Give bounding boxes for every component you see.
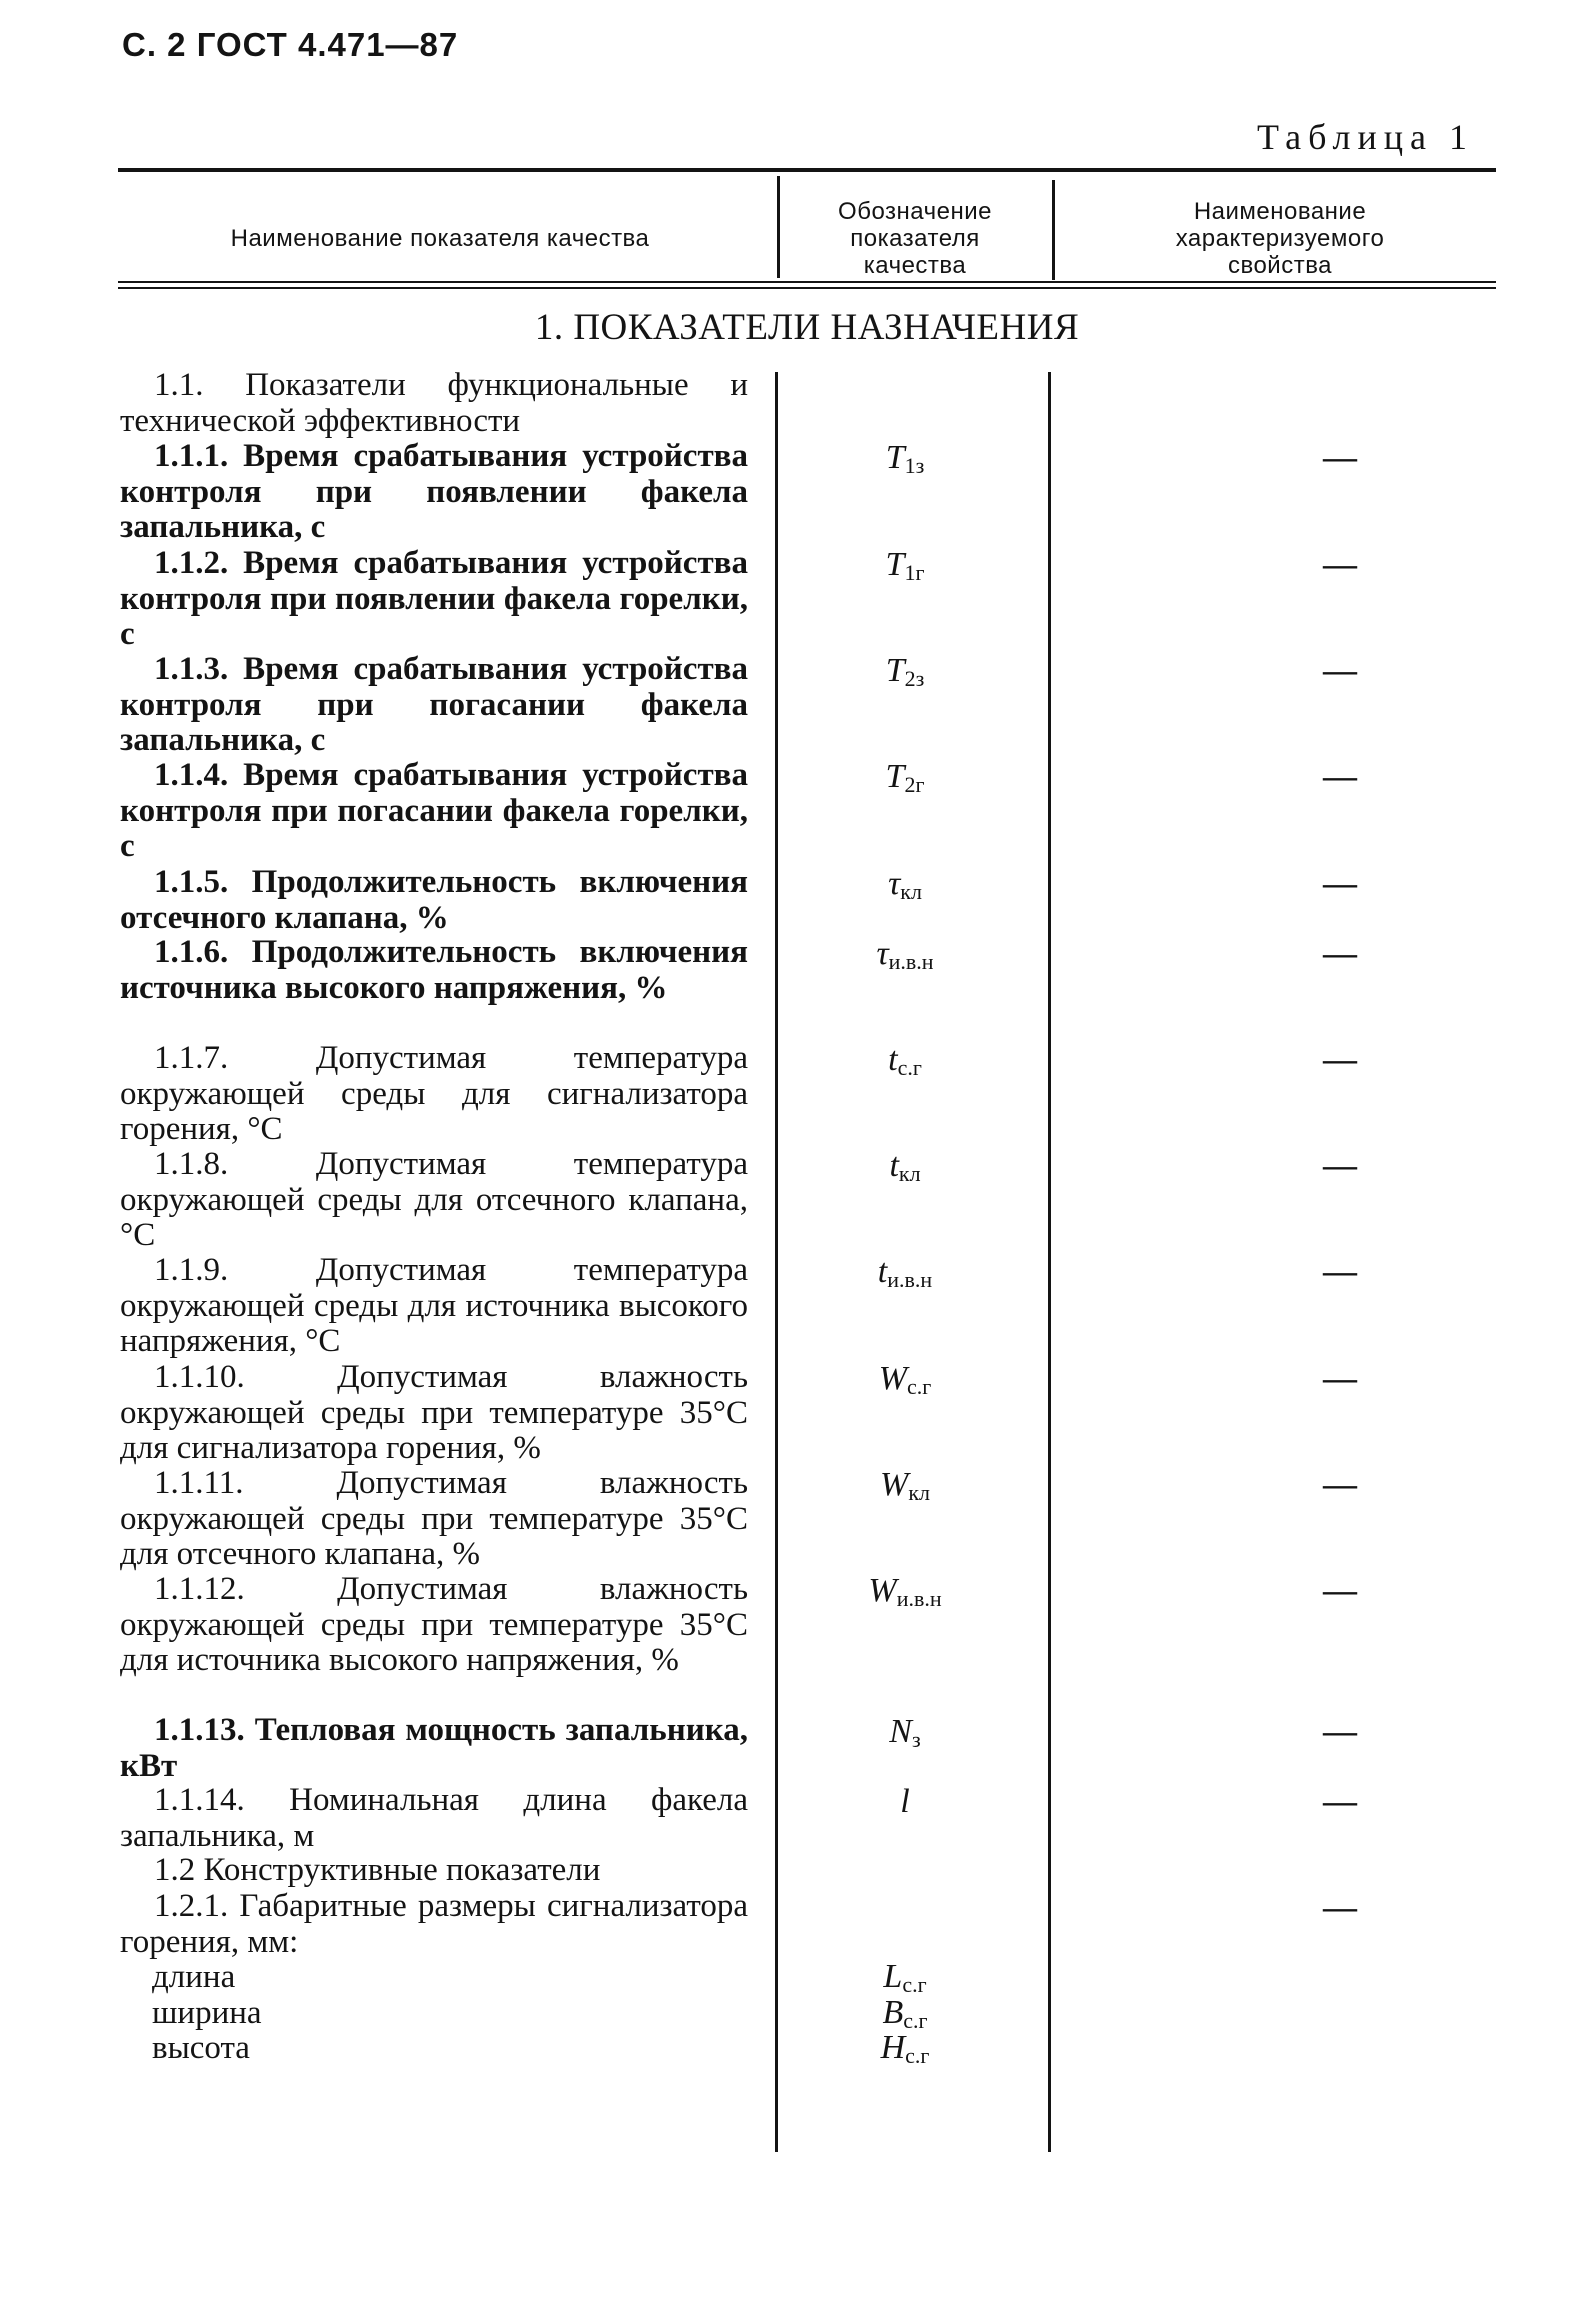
row-symbol: $W_{с.г}$ [878, 1360, 932, 1399]
row-name: 1.1.13. Тепловая мощность запальника, кВт [120, 1712, 748, 1784]
row-symbol: $T_{2г}$ [885, 758, 925, 797]
row-property: — [1323, 546, 1357, 583]
table-caption: Таблица 1 [1257, 117, 1474, 157]
row-property: — [1323, 1889, 1357, 1926]
dimension-label: высота [152, 2030, 250, 2066]
row-name: 1.2 Конструктивные показатели [154, 1852, 601, 1888]
row-name: 1.1.5. Продолжительность включения отсечного клапана, % [120, 864, 748, 936]
body-divider-2 [1048, 372, 1051, 2152]
table-top-rule [118, 168, 1496, 172]
row-symbol: $t_{и.в.н}$ [877, 1253, 933, 1292]
row-property: — [1323, 652, 1357, 689]
row-name: 1.1.10. Допустимая влажность окружающей среды при температуре 35°С для сигнализатора горения, % [120, 1359, 748, 1466]
row-name: 1.1.11. Допустимая влажность окружающей среды при температуре 35°С для отсечного клапана, % [120, 1465, 748, 1572]
row-symbol: $\tau_{кл}$ [888, 865, 922, 904]
row-name: 1.1.1. Время срабатывания устройства контроля при появлении факела запальника, с [120, 438, 748, 545]
row-name: 1.1.2. Время срабатывания устройства контроля при появлении факела горелки, с [120, 545, 748, 652]
row-name: 1.1. Показатели функциональные и технической эффективности [120, 367, 748, 439]
dimension-label: ширина [152, 1995, 262, 2031]
row-symbol: $T_{2з}$ [885, 652, 925, 691]
row-symbol: $T_{1з}$ [885, 439, 925, 478]
row-property: — [1323, 1147, 1357, 1184]
row-property: — [1323, 1253, 1357, 1290]
row-symbol: $\tau_{и.в.н}$ [876, 935, 934, 974]
dimension-label: длина [152, 1959, 236, 1995]
dimension-symbol: $H_{с.г}$ [880, 2029, 930, 2068]
row-symbol: $t_{кл}$ [889, 1147, 921, 1186]
row-property: — [1323, 1041, 1357, 1078]
header-bottom-rule-2 [118, 287, 1496, 289]
row-name: 1.1.9. Допустимая температура окружающей среды для источника высокого напряжения, °С [120, 1252, 748, 1359]
row-name: 1.1.3. Время срабатывания устройства контроля при погасании факела запальника, с [120, 651, 748, 758]
row-name: 1.1.7. Допустимая температура окружающей среды для сигнализатора горения, °С [120, 1040, 748, 1147]
column-header-name: Наименование показателя качества [230, 224, 650, 252]
row-name: 1.1.8. Допустимая температура окружающей среды для отсечного клапана, °С [120, 1146, 748, 1253]
row-symbol: $N_з$ [889, 1713, 921, 1752]
row-property: — [1323, 865, 1357, 902]
row-name: 1.2.1. Габаритные размеры сигнализатора горения, мм: [120, 1888, 748, 1960]
row-symbol: $W_{кл}$ [880, 1466, 930, 1505]
body-divider-1 [775, 372, 778, 2152]
row-name: 1.1.6. Продолжительность включения источника высокого напряжения, % [120, 934, 748, 1006]
row-property: — [1323, 758, 1357, 795]
column-header-designation: Обозначение показателя качества [838, 197, 992, 279]
header-divider-1 [777, 176, 780, 278]
row-property: — [1323, 1360, 1357, 1397]
row-property: — [1323, 1466, 1357, 1503]
row-property: — [1323, 1572, 1357, 1609]
column-header-property: Наименование характеризуемого свойства [1175, 197, 1385, 279]
row-property: — [1323, 439, 1357, 476]
row-name: 1.1.14. Номинальная длина факела запальника, м [120, 1782, 748, 1854]
row-property: — [1323, 935, 1357, 972]
row-symbol: $T_{1г}$ [885, 546, 925, 585]
dimension-symbol: $L_{с.г}$ [883, 1958, 927, 1997]
row-symbol: $t_{с.г}$ [888, 1041, 922, 1080]
row-symbol: $W_{и.в.н}$ [868, 1572, 942, 1611]
row-property: — [1323, 1713, 1357, 1750]
section-title: 1. ПОКАЗАТЕЛИ НАЗНАЧЕНИЯ [534, 307, 1080, 348]
row-symbol: l [900, 1783, 910, 1820]
row-name: 1.1.12. Допустимая влажность окружающей среды при температуре 35°С для источника высокого напряжения, % [120, 1571, 748, 1678]
row-property: — [1323, 1783, 1357, 1820]
header-divider-2 [1052, 180, 1055, 280]
page-header: С. 2 ГОСТ 4.471—87 [122, 26, 459, 63]
dimension-symbol: $B_{с.г}$ [882, 1994, 928, 2033]
row-name: 1.1.4. Время срабатывания устройства контроля при погасании факела горелки, с [120, 757, 748, 864]
